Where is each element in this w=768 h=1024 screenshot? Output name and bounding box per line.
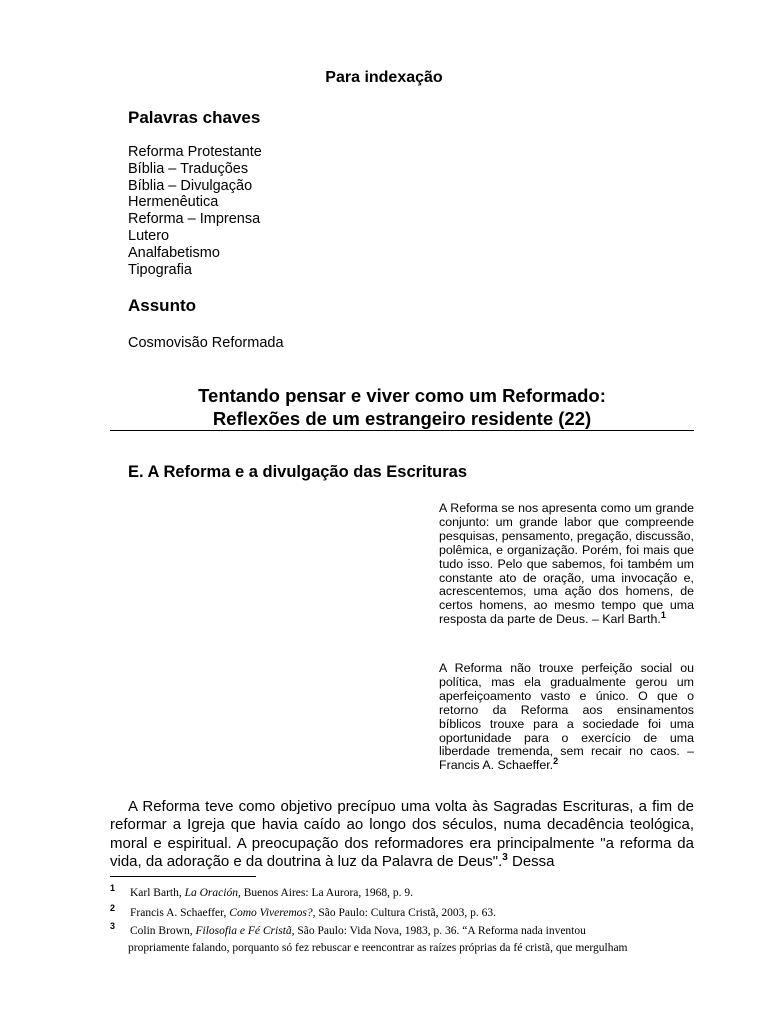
keywords-heading: Palavras chaves: [128, 108, 261, 127]
footnote: 1 Karl Barth, La Oración, Buenos Aires: La Aurora, 1968, p. 9.: [110, 885, 700, 902]
footnote-separator: [110, 876, 256, 877]
article-title-line1: Tentando pensar e viver como um Reformado:: [198, 385, 606, 406]
article-title: [110, 384, 694, 430]
footnote: 3 Colin Brown, Filosofia e Fé Cristã, São Paulo: Vida Nova, 1983, p. 36. “A Reforma nada inventou propriamente falando, porquanto só fez rebuscar e reencontrar as raízes próprias da fé cristã, que mergulham: [110, 923, 700, 957]
quote-author: Francis A. Schaeffer.$^2$: [439, 756, 559, 773]
subject-heading: Assunto: [128, 296, 196, 315]
article-title-line2: Reflexões de um estrangeiro residente (22): [212, 408, 592, 429]
keyword-item: Lutero: [128, 227, 170, 244]
cited-title: La Oración,: [184, 887, 241, 899]
footnote-ref: 3: [502, 852, 508, 864]
keyword-item: Bíblia – Traduções: [128, 160, 249, 177]
keyword-item: Reforma Protestante: [128, 144, 262, 160]
keywords-list: [128, 144, 262, 278]
footnote-number: 2: [110, 903, 116, 913]
footnote-number: 3: [110, 921, 116, 931]
footnote-number: 1: [110, 883, 116, 893]
footnote-continuation: propriamente falando, porquanto só fez rebuscar e reencontrar as raízes próprias da fé cristã, que mergulham: [128, 942, 628, 954]
epigraph-quote: [439, 662, 694, 773]
subject-value: Cosmovisão Reformada: [128, 335, 284, 351]
keyword-item: Tipografia: [128, 261, 192, 278]
quote-text: A Reforma não trouxe perfeição social ou política, mas ela gradualmente gerou um aperfeiçoamento vasto e único. O que o retorno da Reforma aos ensinamentos bíblicos trouxe para a sociedade foi uma oportunidade para o exercício de uma liberdade tremenda, sem recair no caos. –: [439, 661, 694, 759]
section-heading: E. A Reforma e a divulgação das Escrituras: [128, 463, 467, 481]
footnote-ref: 1: [660, 610, 666, 621]
footnote: 2 Francis A. Schaeffer, Como Viveremos?, São Paulo: Cultura Cristã, 2003, p. 63.: [110, 905, 700, 922]
epigraph-quote: [439, 502, 694, 627]
keyword-item: Analfabetismo: [128, 244, 220, 261]
keyword-item: Bíblia – Divulgação: [128, 177, 253, 194]
body-paragraph: A Reforma teve como objetivo precípuo uma volta às Sagradas Escrituras, a fim de reformar a Igreja que havia caído ao longo dos séculos, numa decadência teológica, moral e espiritual. A preocupação dos reformadores era principalmente "a reforma da vida, da adoração e da doutrina à luz da Palavra de Deus".$^3$ Dessa: [110, 798, 694, 871]
cited-title: Como Viveremos?,: [229, 907, 316, 919]
keyword-item: Reforma – Imprensa: [128, 211, 261, 228]
quote-text: A Reforma se nos apresenta como um grande conjunto: um grande labor que compreende pesquisas, pensamento, pregação, discussão, polêmica, e organização. Porém, foi mais que tudo isso. Pelo que sabemos, foi também um constante ato de oração, uma invocação e, acrescentemos, uma ação dos homens, de certos homens, ao mesmo tempo que uma resposta da parte de Deus. –: [439, 501, 694, 627]
keyword-item: Hermenêutica: [128, 194, 219, 211]
cited-title: Filosofia e Fé Cristã,: [195, 925, 295, 937]
footnote-ref: 2: [553, 756, 559, 767]
quote-author: Karl Barth.$^1$: [602, 610, 666, 627]
title-divider: [110, 430, 694, 431]
index-title: Para indexação: [325, 69, 443, 86]
